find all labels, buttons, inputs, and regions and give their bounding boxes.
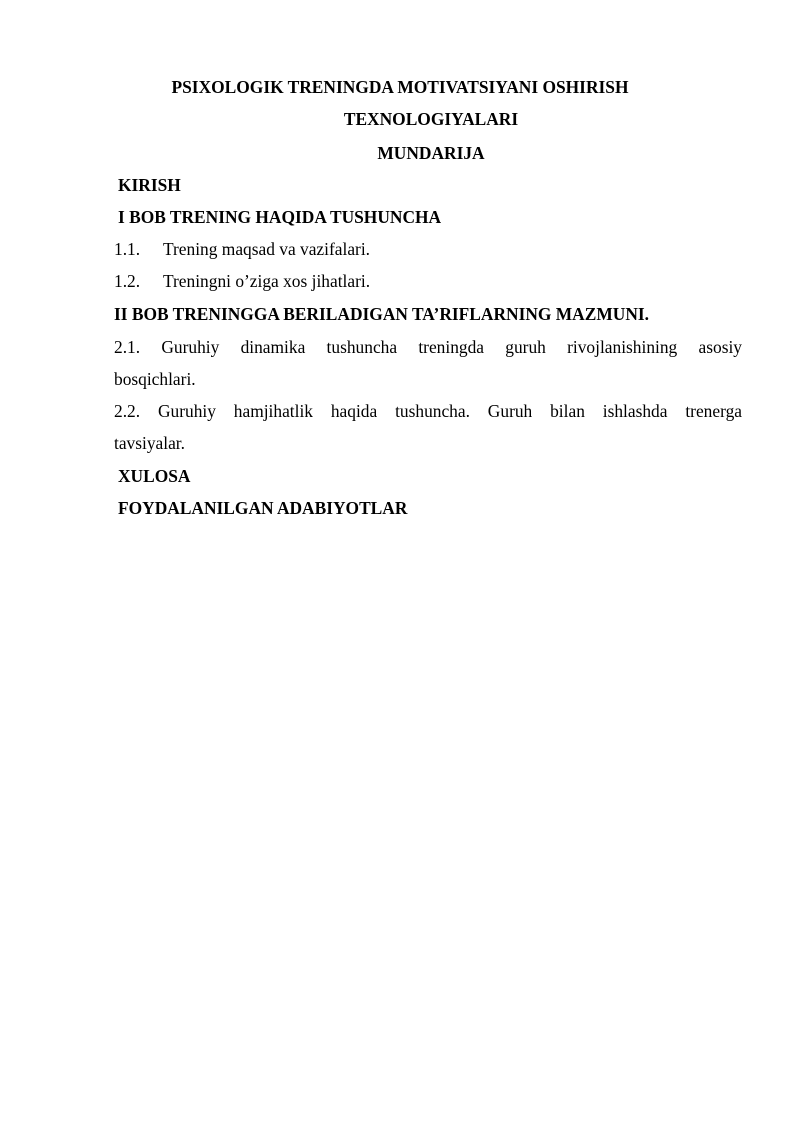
document-title-line-1: PSIXOLOGIK TRENINGDA MOTIVATSIYANI OSHIRISH — [171, 77, 629, 97]
toc-item-2-1-line-2: bosqichlari. — [114, 369, 196, 389]
contents-heading: MUNDARIJA — [377, 143, 485, 163]
toc-item-2-2-line-1: 2.2. Guruhiy hamjihatlik haqida tushuncha. Guruh bilan ishlashda trenerga — [114, 401, 742, 421]
toc-item-number: 1.2. — [114, 271, 141, 291]
toc-entry-references: FOYDALANILGAN ADABIYOTLAR — [118, 498, 408, 518]
toc-entry-conclusion: XULOSA — [118, 466, 191, 486]
toc-item-number: 1.1. — [114, 239, 141, 259]
toc-item-text: Trening maqsad va vazifalari. — [163, 239, 371, 259]
toc-entry-intro: KIRISH — [118, 175, 181, 195]
toc-chapter-1-title: I BOB TRENING HAQIDA TUSHUNCHA — [118, 207, 442, 227]
toc-item-text: Treningni o’ziga xos jihatlari. — [163, 271, 371, 291]
toc-item-1-1 — [114, 241, 370, 258]
toc-item-2-1-line-1: 2.1. Guruhiy dinamika tushuncha treningda guruh rivojlanishining asosiy — [114, 337, 742, 357]
toc-chapter-2-title: II BOB TRENINGGA BERILADIGAN TA’RIFLARNING MAZMUNI. — [114, 304, 649, 324]
toc-item-1-2 — [114, 273, 370, 290]
document-title-line-2: TEXNOLOGIYALARI — [343, 109, 519, 129]
toc-item-2-2-line-2: tavsiyalar. — [114, 433, 185, 453]
